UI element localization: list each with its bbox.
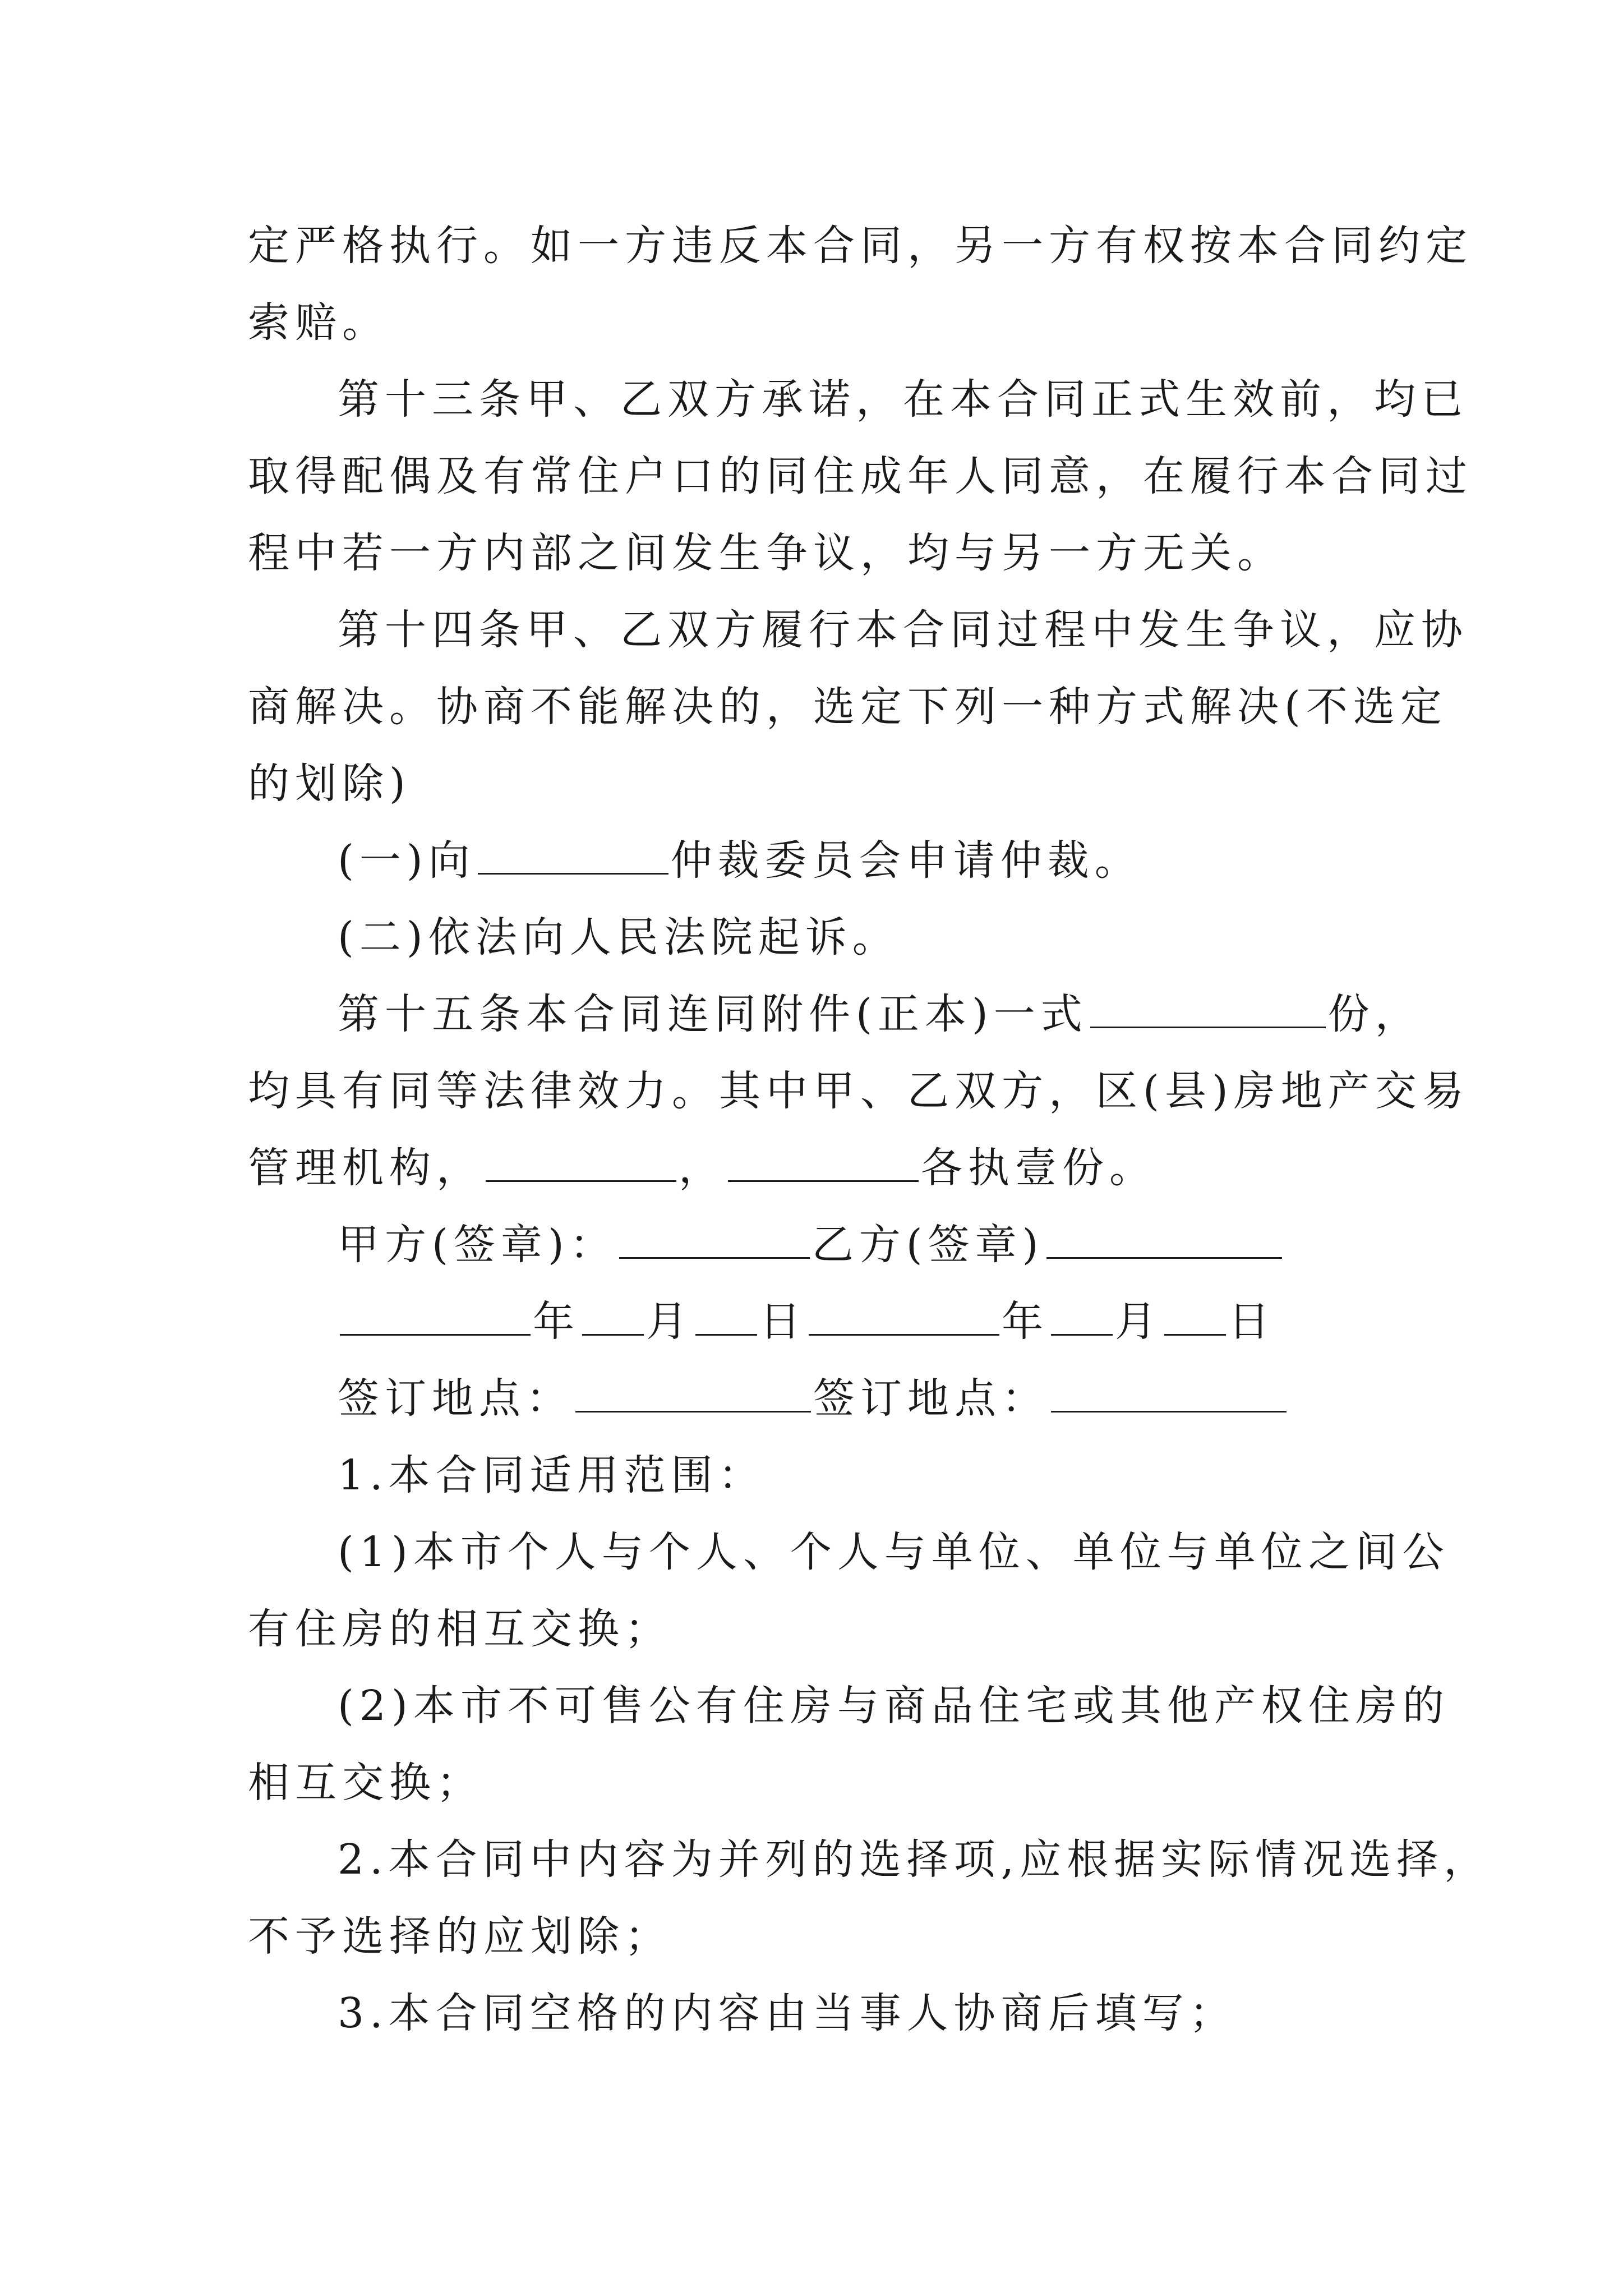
article-15-prefix: 第十五条本合同连同附件(正本)一式 [338, 990, 1088, 1038]
note-line: 不予选择的应划除； [248, 1912, 672, 1961]
article-15-parties-line [248, 1130, 1381, 1207]
party-a-place-label: 签订地点： [338, 1374, 573, 1423]
party-b-place-blank[interactable] [1051, 1366, 1287, 1412]
note-line: (1)本市个人与个人、个人与单位、单位与单位之间公 [338, 1528, 1450, 1576]
party-a-signature-label: 甲方(签章)： [338, 1221, 617, 1269]
note-line: 2.本合同中内容为并列的选择项,应根据实际情况选择， [338, 1835, 1491, 1884]
paragraph-line: 均具有同等法律效力。其中甲、乙双方，区(县)房地产交易 [248, 1067, 1469, 1115]
party-b-year-blank[interactable] [809, 1289, 999, 1336]
party-b-signature-label: 乙方(签章) [811, 1221, 1044, 1269]
arbitration-prefix: (一)向 [338, 836, 476, 885]
article-15-suffix: 份， [1327, 990, 1422, 1038]
party-a-signature-blank[interactable] [619, 1212, 810, 1259]
party-b-day-blank[interactable] [1164, 1289, 1226, 1336]
note-line: 相互交换； [248, 1759, 483, 1807]
note-line: (2)本市不可售公有住房与商品住宅或其他产权住房的 [338, 1682, 1450, 1730]
article-13-line: 第十三条甲、乙双方承诺，在本合同正式生效前，均已 [338, 375, 1468, 424]
party-a-year-blank[interactable] [340, 1289, 531, 1336]
month-label: 月 [1115, 1297, 1162, 1346]
arbitration-committee-blank[interactable] [478, 828, 668, 875]
paragraph-line: 定严格执行。如一方违反本合同，另一方有权按本合同约定 [248, 222, 1473, 270]
year-label: 年 [533, 1297, 580, 1346]
paragraph-line: 的划除) [248, 760, 411, 808]
party-blank-1[interactable] [486, 1135, 676, 1182]
day-label: 日 [1228, 1297, 1275, 1346]
paragraph-line: 索赔。 [248, 298, 389, 347]
arbitration-suffix: 仲裁委员会申请仲裁。 [670, 836, 1142, 885]
place-line [248, 1360, 1381, 1437]
day-label: 日 [759, 1297, 806, 1346]
parties-comma: ， [679, 1144, 726, 1192]
note-line: 有住房的相互交换； [248, 1605, 672, 1653]
party-a-month-blank[interactable] [582, 1289, 644, 1336]
litigation-option: (二)依法向人民法院起诉。 [338, 913, 900, 961]
party-b-signature-blank[interactable] [1046, 1212, 1282, 1259]
party-a-day-blank[interactable] [695, 1289, 757, 1336]
parties-suffix: 各执壹份。 [921, 1144, 1156, 1192]
date-line [248, 1283, 1381, 1360]
note-line: 1.本合同适用范围： [338, 1451, 766, 1499]
article-14-line: 第十四条甲、乙双方履行本合同过程中发生争议，应协 [338, 606, 1468, 654]
parties-prefix: 管理机构， [248, 1144, 483, 1192]
month-label: 月 [646, 1297, 693, 1346]
year-label: 年 [1002, 1297, 1049, 1346]
party-a-place-blank[interactable] [575, 1366, 811, 1412]
party-blank-2[interactable] [728, 1135, 919, 1182]
signature-line [248, 1207, 1381, 1283]
note-line: 3.本合同空格的内容由当事人协商后填写； [338, 1989, 1237, 2037]
paragraph-line: 商解决。协商不能解决的，选定下列一种方式解决(不选定 [248, 683, 1447, 731]
article-15-line [248, 976, 1422, 1053]
copies-count-blank[interactable] [1090, 982, 1326, 1028]
paragraph-line: 取得配偶及有常住户口的同住成年人同意，在履行本合同过 [248, 452, 1473, 500]
paragraph-line: 程中若一方内部之间发生争议，均与另一方无关。 [248, 529, 1284, 577]
party-b-month-blank[interactable] [1051, 1289, 1113, 1336]
party-b-place-label: 签订地点： [813, 1374, 1049, 1423]
arbitration-option [248, 822, 1381, 899]
document-body [248, 208, 1491, 2052]
